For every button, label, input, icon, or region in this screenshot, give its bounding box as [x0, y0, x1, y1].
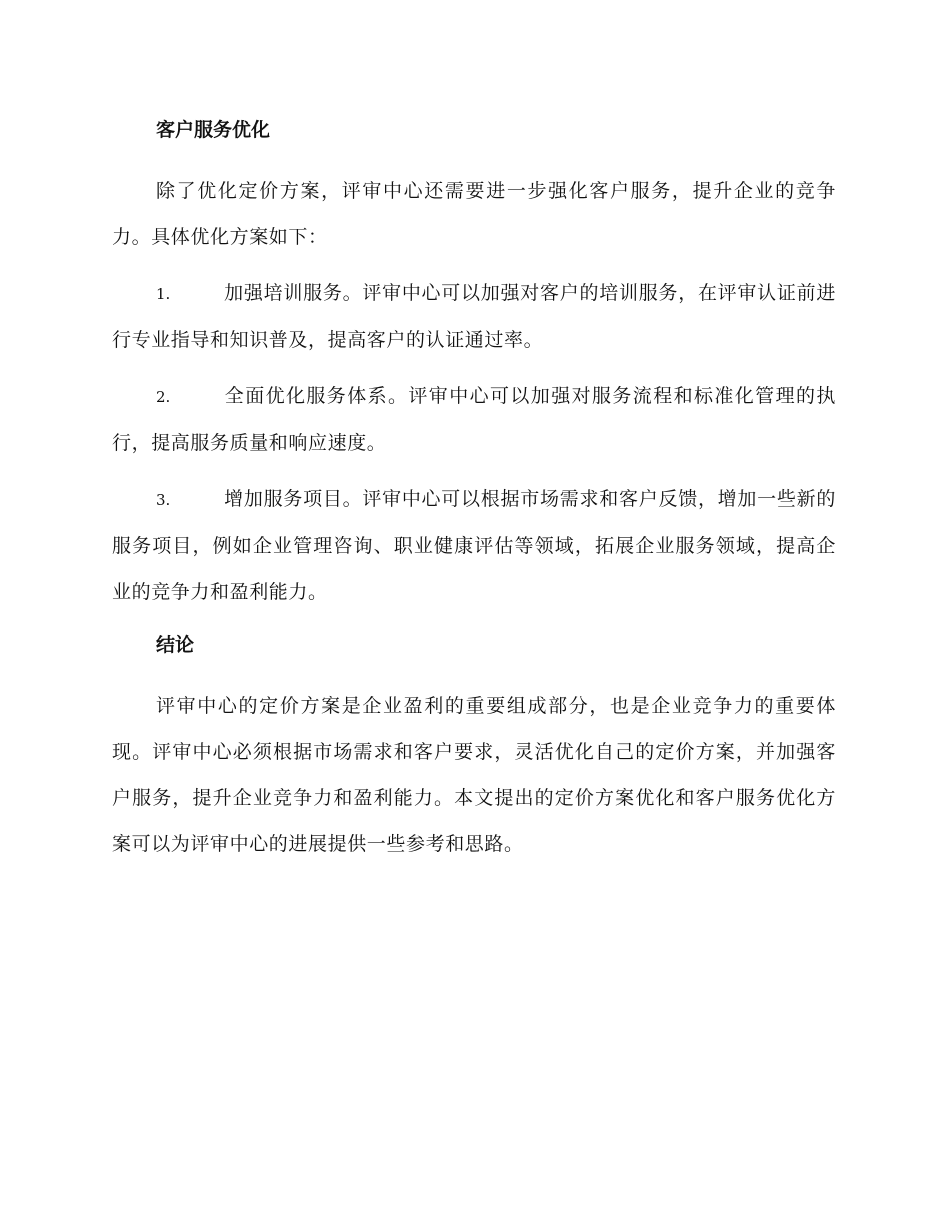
list-item [112, 270, 836, 363]
list-item-text: 全面优化服务体系。评审中心可以加强对服务流程和标准化管理的执行，提高服务质量和响应速度。 [112, 385, 836, 454]
list-item-number: 3. [156, 491, 171, 509]
paragraph-service-intro: 除了优化定价方案，评审中心还需要进一步强化客户服务，提升企业的竞争力。具体优化方案如下： [112, 180, 836, 248]
list-item-text: 增加服务项目。评审中心可以根据市场需求和客户反馈，增加一些新的服务项目，例如企业管理咨询、职业健康评估等领域，拓展企业服务领域，提高企业的竞争力和盈利能力。 [112, 488, 836, 603]
document-page [112, 110, 836, 877]
section-heading-customer-service: 客户服务优化 [156, 119, 271, 141]
list-item-text: 加强培训服务。评审中心可以加强对客户的培训服务，在评审认证前进行专业指导和知识普及，提高客户的认证通过率。 [112, 282, 836, 351]
list-item [112, 476, 836, 615]
paragraph-conclusion: 评审中心的定价方案是企业盈利的重要组成部分，也是企业竞争力的重要体现。评审中心必须根据市场需求和客户要求，灵活优化自己的定价方案，并加强客户服务，提升企业竞争力和盈利能力。本文提出的定价方案优化和客户服务优化方案可以为评审中心的进展提供一些参考和思路。 [112, 695, 836, 855]
section-heading-conclusion: 结论 [156, 634, 195, 656]
list-item [112, 373, 836, 466]
list-item-number: 1. [156, 285, 171, 303]
list-item-number: 2. [156, 388, 171, 406]
